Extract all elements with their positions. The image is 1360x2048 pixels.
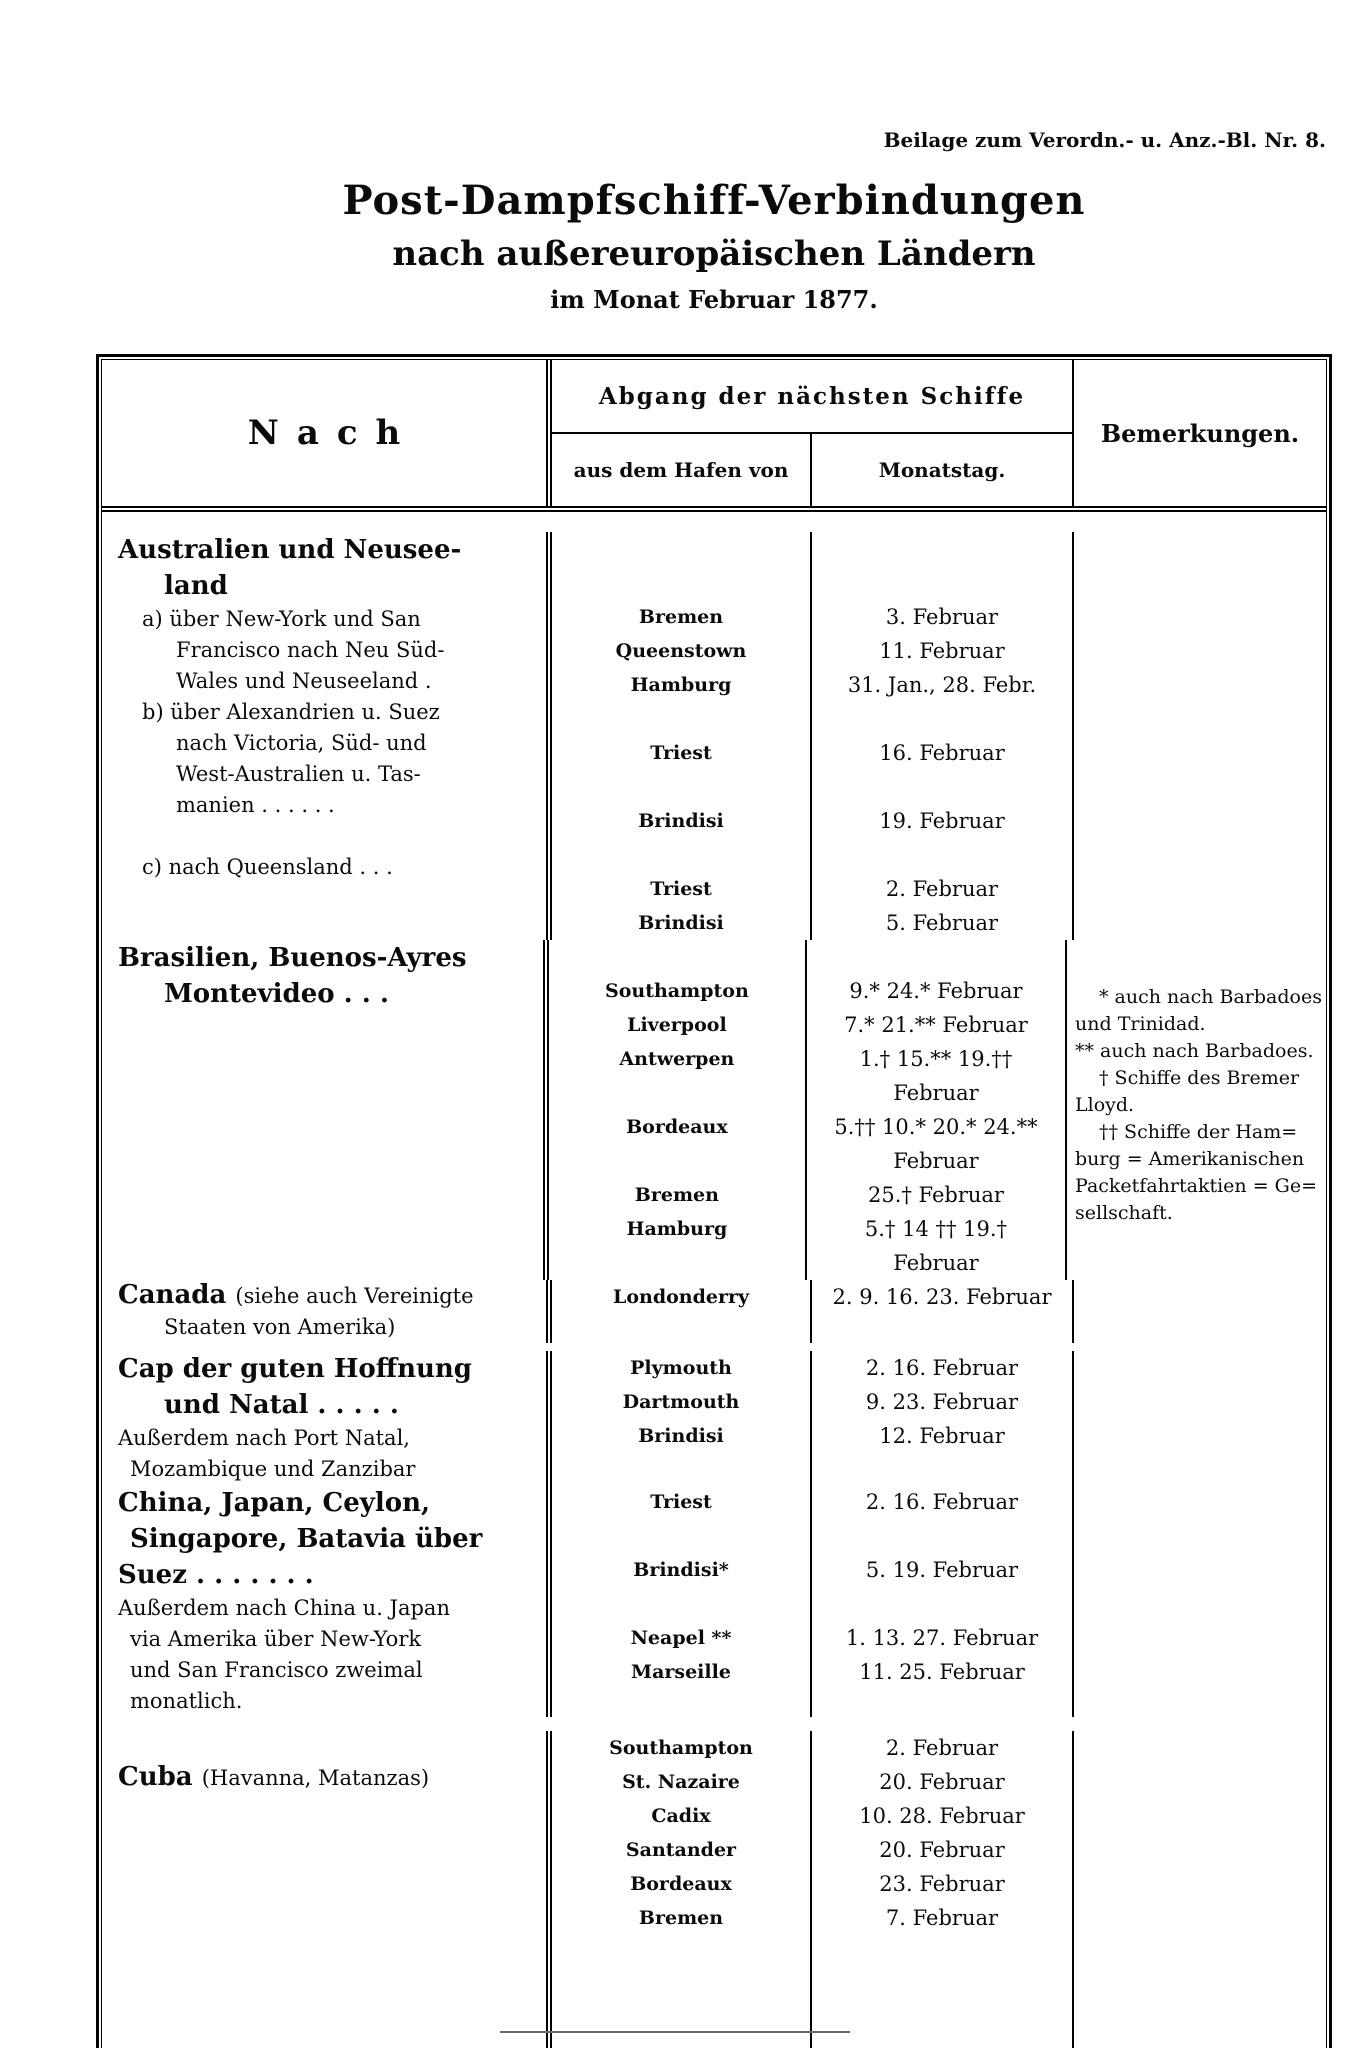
destination-cell [102, 1280, 546, 1343]
port-name: Bordeaux [626, 1116, 728, 1138]
remark-line: und Trinidad. [1075, 1013, 1206, 1035]
remark-line: sellschaft. [1075, 1202, 1173, 1224]
port-name: Triest [650, 1491, 712, 1513]
destination-cell [102, 1351, 546, 1485]
column-header-nach: Nach [247, 413, 419, 453]
destination-name: Canada [118, 1280, 236, 1310]
table-frame [101, 359, 1327, 2048]
ports-cell [543, 940, 805, 1280]
destination-name: Cuba [118, 1762, 202, 1792]
destination-line: Wales und Neuseeland . [176, 669, 432, 693]
remarks-cell [1072, 1280, 1326, 1343]
destination-line: Brasilien, Buenos-Ayres [118, 943, 467, 973]
destination-line: Montevideo . . . [164, 979, 389, 1009]
port-name: Hamburg [626, 1218, 728, 1240]
remark-line: * auch nach Barbadoes [1099, 986, 1322, 1008]
column-header-hafen: aus dem Hafen von [573, 458, 789, 482]
section-cuba [102, 1717, 1326, 2048]
sailing-dates: 1. 13. 27. Februar [845, 1626, 1039, 1650]
port-name [552, 702, 810, 736]
port-name [552, 770, 810, 804]
sailing-dates [812, 838, 1072, 872]
sailing-dates: 5. 19. Februar [865, 1558, 1019, 1582]
destination-line: nach Victoria, Süd- und [176, 731, 427, 755]
port-name [549, 940, 805, 974]
port-name [552, 838, 810, 872]
remarks-cell [1072, 1731, 1326, 2048]
sailing-dates: 23. Februar [879, 1872, 1005, 1896]
destination-line: und Natal . . . . . [164, 1390, 399, 1420]
port-name [552, 566, 810, 600]
sailing-dates: 5. Februar [885, 911, 999, 935]
steamship-table [96, 354, 1332, 2048]
port-name: Marseille [631, 1661, 731, 1683]
destination-line: Francisco nach Neu Süd- [176, 638, 445, 662]
port-name: Londonderry [612, 1286, 750, 1308]
destination-line [118, 821, 546, 852]
page-date-line: im Monat Februar 1877. [550, 285, 878, 314]
sailing-dates [812, 1519, 1072, 1553]
destination-line: Australien und Neusee- [118, 535, 462, 565]
remarks-cell [1065, 940, 1326, 1280]
destination-line: b) über Alexandrien u. Suez [142, 700, 440, 724]
sailing-dates [812, 702, 1072, 736]
port-name [549, 1144, 805, 1178]
port-name: Southampton [605, 980, 749, 1002]
destination-line: Suez . . . . . . . [118, 1560, 314, 1590]
port-name: Bremen [638, 1907, 724, 1929]
dates-cell [810, 1280, 1072, 1343]
ports-cell [546, 1280, 810, 1343]
port-name: Plymouth [630, 1357, 732, 1379]
table-header [102, 360, 1326, 512]
sailing-dates: Februar [893, 1081, 979, 1105]
destination-cell [102, 532, 546, 940]
sailing-dates: 20. Februar [879, 1838, 1005, 1862]
sailing-dates: 12. Februar [879, 1424, 1005, 1448]
sailing-dates: 7. Februar [885, 1906, 999, 1930]
destination-line: via Amerika über New-York [130, 1627, 422, 1651]
destination-cell [102, 1731, 546, 2048]
page-subtitle: nach außereuropäischen Ländern [392, 234, 1036, 274]
remarks-cell [1072, 532, 1326, 940]
sailing-dates: 1.† 15.** 19.†† [859, 1047, 1013, 1071]
sailing-dates: 10. 28. Februar [859, 1804, 1025, 1828]
sailing-dates [812, 532, 1072, 566]
port-name: Brindisi* [633, 1559, 729, 1581]
destination-line: Mozambique und Zanzibar [130, 1457, 416, 1481]
remark-line: burg = Amerikanischen [1075, 1148, 1305, 1170]
section-canada [102, 1280, 1326, 1343]
sailing-dates: 9. 23. Februar [865, 1390, 1019, 1414]
destination-cell [102, 1485, 546, 1717]
bottom-cut-line [500, 2031, 850, 2033]
remark-line: ** auch nach Barbadoes. [1075, 1040, 1314, 1062]
sailing-dates: 2. Februar [885, 1736, 999, 1760]
destination-line: Außerdem nach Port Natal, [118, 1426, 410, 1450]
port-name: Bremen [638, 606, 724, 628]
table-body [102, 512, 1326, 2048]
port-name [549, 1076, 805, 1110]
destination-line: monatlich. [130, 1689, 243, 1713]
sailing-dates: 3. Februar [885, 605, 999, 629]
remark-line: Lloyd. [1075, 1094, 1135, 1116]
sailing-dates: 2. Februar [885, 877, 999, 901]
destination-line: China, Japan, Ceylon, [118, 1488, 431, 1518]
destination-line: Cuba (Havanna, Matanzas) [118, 1762, 430, 1792]
ports-cell [546, 1485, 810, 1717]
sailing-dates [812, 1587, 1072, 1621]
ports-cell [546, 1731, 810, 2048]
title-block [96, 176, 1332, 316]
sailing-dates: 11. 25. Februar [859, 1660, 1025, 1684]
sailing-dates: 7.* 21.** Februar [844, 1013, 1028, 1037]
page-title: Post-Dampfschiff-Verbindungen [342, 177, 1086, 224]
port-name: Brindisi [638, 810, 724, 832]
column-group-abgang [546, 360, 1072, 506]
sailing-dates: 9.* 24.* Februar [849, 979, 1023, 1003]
subheader-row [552, 434, 1072, 506]
ports-cell [546, 1351, 810, 1485]
section-china [102, 1485, 1326, 1717]
port-name: Brindisi [638, 1425, 724, 1447]
port-name: Bremen [634, 1184, 719, 1206]
sailing-dates: 5.†† 10.* 20.* 24.** [834, 1115, 1038, 1139]
destination-line [118, 1731, 546, 1762]
remark-line: †† Schiffe der Ham= [1099, 1121, 1298, 1143]
destination-line: land [164, 571, 228, 601]
page-annotation: Beilage zum Verordn.- u. Anz.-Bl. Nr. 8. [883, 128, 1326, 152]
remarks-cell [1072, 1485, 1326, 1717]
dates-cell [805, 940, 1065, 1280]
port-name: Southampton [609, 1737, 753, 1759]
sailing-dates: 19. Februar [879, 809, 1005, 833]
port-name: Hamburg [630, 674, 732, 696]
port-name: Neapel ** [630, 1627, 732, 1649]
port-name: Dartmouth [622, 1391, 740, 1413]
sailing-dates: 2. 9. 16. 23. Februar [832, 1285, 1052, 1309]
port-name: Queenstown [615, 640, 747, 662]
destination-line: Cap der guten Hoffnung [118, 1354, 472, 1384]
column-header-abgang: Abgang der nächsten Schiffe [552, 360, 1072, 434]
destination-line: Singapore, Batavia über [130, 1524, 483, 1554]
sailing-dates: 5.† 14 †† 19.† [864, 1217, 1008, 1241]
port-name [552, 1587, 810, 1621]
port-name [552, 1519, 810, 1553]
destination-line: Außerdem nach China u. Japan [118, 1596, 450, 1620]
port-name: Cadix [651, 1805, 711, 1827]
destination-line: Canada (siehe auch Vereinigte [118, 1280, 474, 1310]
sailing-dates [807, 940, 1065, 974]
dates-cell [810, 1731, 1072, 2048]
column-header-monatstag: Monatstag. [810, 434, 1072, 506]
sailing-dates: 25.† Februar [867, 1183, 1004, 1207]
port-name: Liverpool [627, 1014, 727, 1036]
destination-line: a) über New-York und San [142, 607, 421, 631]
remark-line: † Schiffe des Bremer [1099, 1067, 1300, 1089]
port-name [552, 532, 810, 566]
ports-cell [546, 532, 810, 940]
destination-line: manien . . . . . . [176, 793, 335, 817]
port-name: Santander [625, 1839, 737, 1861]
dates-cell [810, 1485, 1072, 1717]
port-name: Triest [650, 878, 712, 900]
destination-line: Staaten von Amerika) [164, 1315, 396, 1339]
port-name: St. Nazaire [622, 1771, 740, 1793]
destination-line: und San Francisco zweimal [130, 1658, 423, 1682]
sailing-dates: 31. Jan., 28. Febr. [847, 673, 1037, 697]
port-name: Bordeaux [630, 1873, 732, 1895]
section-cap [102, 1343, 1326, 1485]
destination-line: c) nach Queensland . . . [142, 855, 393, 879]
section-brasilien [102, 940, 1326, 1280]
dates-cell [810, 1351, 1072, 1485]
destination-line: West-Australien u. Tas- [176, 762, 421, 786]
sailing-dates: Februar [893, 1149, 979, 1173]
sailing-dates [812, 566, 1072, 600]
remark-line: Packetfahrtaktien = Ge= [1075, 1175, 1317, 1197]
port-name: Triest [650, 742, 712, 764]
sailing-dates: 2. 16. Februar [865, 1490, 1019, 1514]
sailing-dates: Februar [893, 1251, 979, 1275]
sailing-dates [812, 770, 1072, 804]
port-name [549, 1246, 805, 1280]
dates-cell [810, 532, 1072, 940]
port-name: Brindisi [638, 912, 724, 934]
port-name: Antwerpen [619, 1048, 735, 1070]
sailing-dates: 16. Februar [879, 741, 1005, 765]
remarks-cell [1072, 1351, 1326, 1485]
sailing-dates: 11. Februar [879, 639, 1005, 663]
section-australien [102, 512, 1326, 940]
sailing-dates: 20. Februar [879, 1770, 1005, 1794]
destination-cell [102, 940, 543, 1280]
sailing-dates: 2. 16. Februar [865, 1356, 1019, 1380]
column-header-bemerkungen: Bemerkungen. [1072, 360, 1326, 506]
